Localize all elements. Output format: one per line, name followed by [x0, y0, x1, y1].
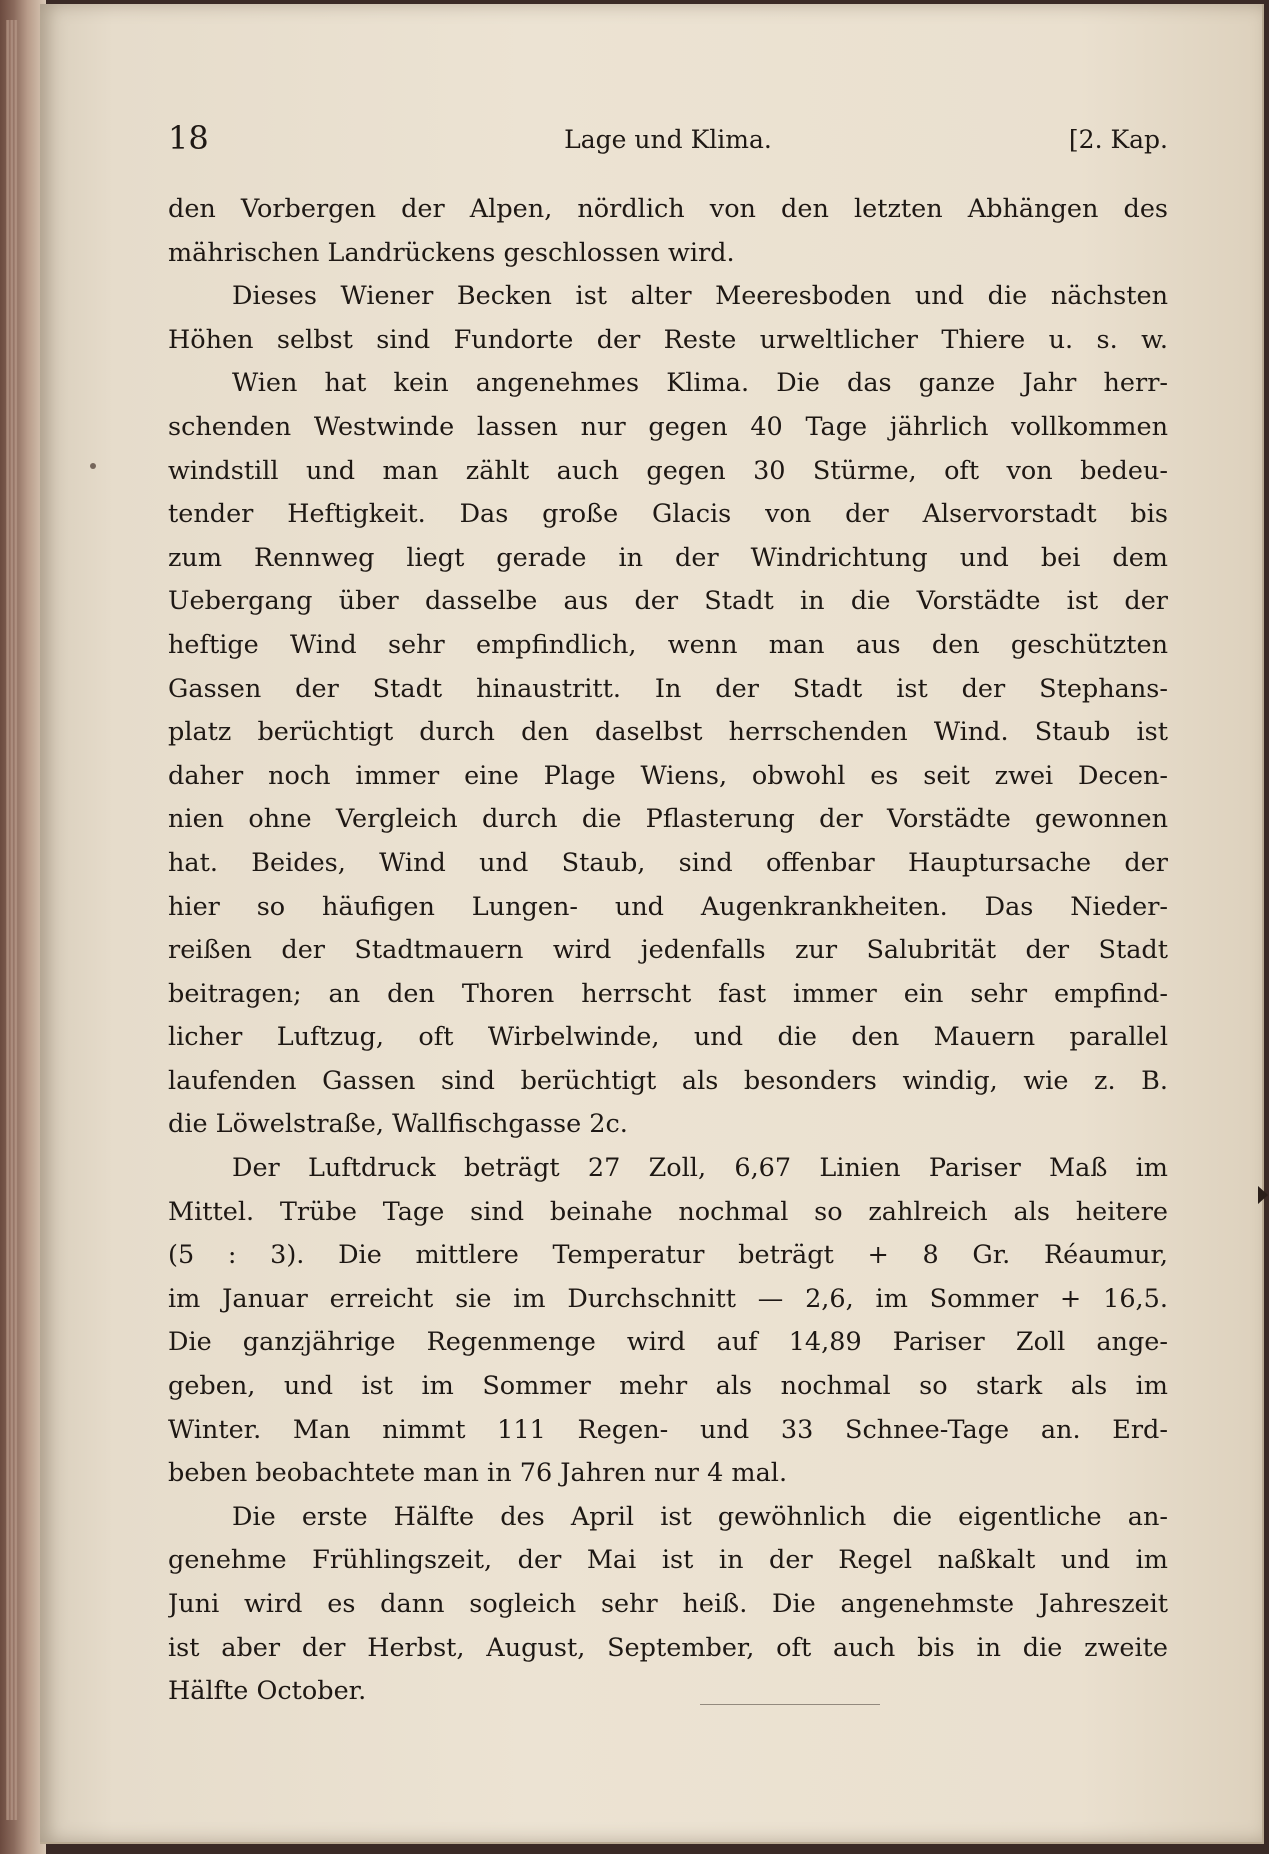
text-line: die Löwelstraße, Wallfischgasse 2c. [168, 1109, 628, 1140]
page-number: 18 [168, 119, 209, 157]
text-line: beitragen; an den Thoren herrscht fast immer ein sehr empfind- [168, 978, 1168, 1009]
text-line: platz berüchtigt durch den daselbst herrschenden Wind. Staub ist [168, 717, 1168, 748]
text-line: Der Luftdruck beträgt 27 Zoll, 6,67 Linien Pariser Maß im [232, 1153, 1168, 1184]
chapter-reference: [2. Kap. [1068, 125, 1168, 154]
text-line: heftige Wind sehr empfindlich, wenn man aus den geschützten [168, 629, 1168, 660]
text-line: reißen der Stadtmauern wird jedenfalls zur Salubrität der Stadt [168, 935, 1168, 966]
running-title: Lage und Klima. [564, 125, 772, 154]
text-line: ist aber der Herbst, August, September, oft auch bis in die zweite [168, 1632, 1168, 1663]
text-line: (5 : 3). Die mittlere Temperatur beträgt + 8 Gr. Réaumur, [168, 1240, 1168, 1271]
body-text [168, 188, 1168, 1714]
text-line: Gassen der Stadt hinaustritt. In der Stadt ist der Stephans- [168, 673, 1168, 704]
text-line: laufenden Gassen sind berüchtigt als besonders windig, wie z. B. [168, 1065, 1168, 1096]
text-line: Hälfte October. [168, 1676, 367, 1707]
text-line: Wien hat kein angenehmes Klima. Die das ganze Jahr herr- [232, 368, 1168, 399]
text-line: Uebergang über dasselbe aus der Stadt in die Vorstädte ist der [168, 586, 1168, 617]
text-line: genehme Frühlingszeit, der Mai ist in der Regel naßkalt und im [168, 1545, 1168, 1576]
text-line: Mittel. Trübe Tage sind beinahe nochmal so zahlreich als heitere [168, 1196, 1168, 1227]
text-line: Juni wird es dann sogleich sehr heiß. Die angenehmste Jahreszeit [168, 1589, 1168, 1619]
page-edges [6, 20, 18, 1820]
text-line: im Januar erreicht sie im Durchschnitt — 2,6, im Sommer + 16,5. [168, 1283, 1168, 1314]
text-line: zum Rennweg liegt gerade in der Windrichtung und bei dem [168, 542, 1168, 573]
text-line: Die ganzjährige Regenmenge wird auf 14,89 Pariser Zoll ange- [168, 1327, 1168, 1358]
text-line: nien ohne Vergleich durch die Pflasterung der Vorstädte gewonnen [168, 804, 1168, 835]
text-line: hier so häufigen Lungen- und Augenkrankheiten. Das Nieder- [168, 891, 1168, 922]
text-line: beben beobachtete man in 76 Jahren nur 4 mal. [168, 1458, 788, 1489]
text-line: den Vorbergen der Alpen, nördlich von den letzten Abhängen des [168, 194, 1168, 224]
text-line: Winter. Man nimmt 111 Regen- und 33 Schnee-Tage an. Erd- [168, 1414, 1168, 1445]
text-line: mährischen Landrückens geschlossen wird. [168, 237, 735, 268]
text-line: Höhen selbst sind Fundorte der Reste urweltlicher Thiere u. s. w. [168, 324, 1168, 355]
text-line: schenden Westwinde lassen nur gegen 40 Tage jährlich vollkommen [168, 411, 1168, 442]
text-line: hat. Beides, Wind und Staub, sind offenbar Hauptursache der [168, 847, 1168, 878]
text-line: tender Heftigkeit. Das große Glacis von der Alservorstadt bis [168, 499, 1168, 530]
text-line: daher noch immer eine Plage Wiens, obwohl es seit zwei Decen- [168, 760, 1168, 791]
show-through-rule [700, 1704, 880, 1705]
paper-speck [90, 463, 96, 469]
text-line: windstill und man zählt auch gegen 30 Stürme, oft von bedeu- [168, 455, 1168, 486]
text-line: licher Luftzug, oft Wirbelwinde, und die den Mauern parallel [168, 1022, 1168, 1053]
text-line: Die erste Hälfte des April ist gewöhnlich die eigentliche an- [232, 1501, 1168, 1532]
text-line: geben, und ist im Sommer mehr als nochmal so stark als im [168, 1371, 1168, 1402]
page-edge-marker [1258, 1186, 1268, 1204]
page-header [168, 118, 1168, 158]
text-line: Dieses Wiener Becken ist alter Meeresboden und die nächsten [232, 281, 1168, 312]
